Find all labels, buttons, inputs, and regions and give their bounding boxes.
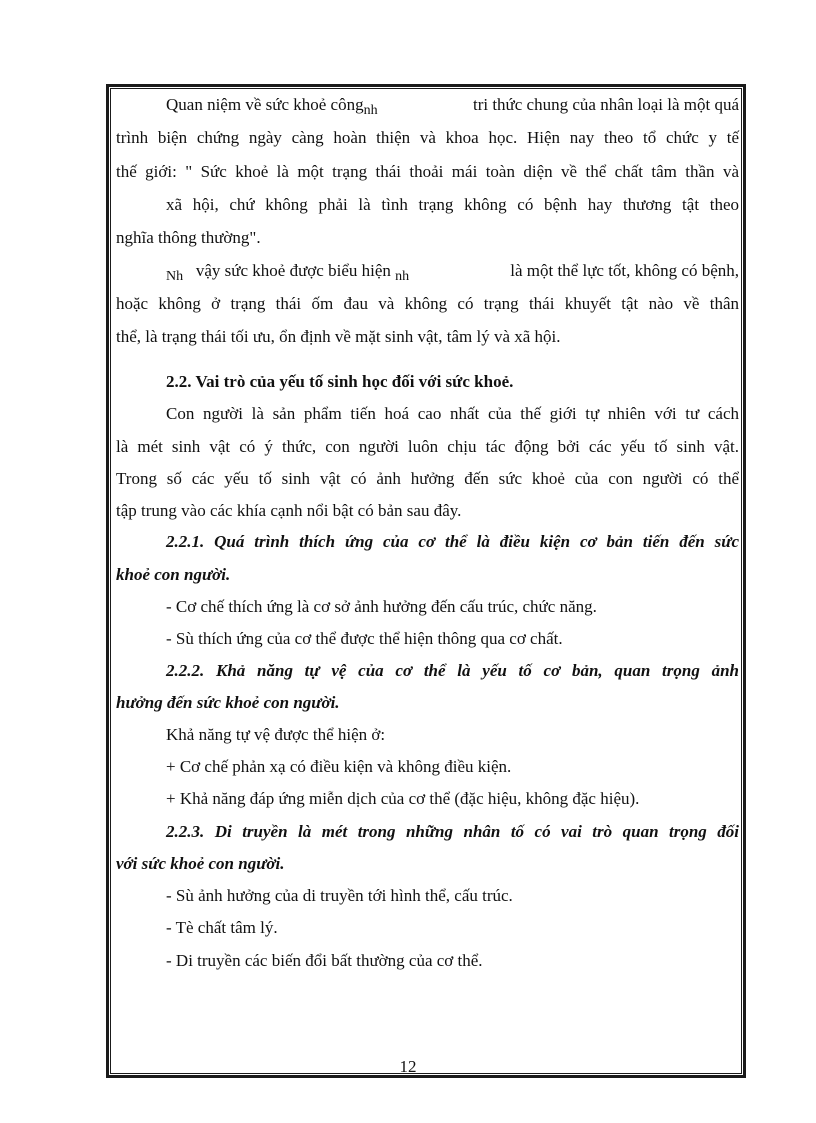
- section-heading-2-2: 2.2. Vai trò của yếu tố sinh học đối với sức khoẻ.: [166, 372, 514, 391]
- section-heading-2-2-3-line-1: 2.2.3. Di truyền là mét trong những nhân tố có vai trò quan trọng đối: [166, 822, 739, 841]
- section-2-2-line-3: Trong số các yếu tố sinh vật có ảnh hưởng đến sức khoẻ của con người có thể: [116, 469, 739, 488]
- list-item: - Tè chất tâm lý.: [166, 918, 278, 937]
- subscript-text: nh: [363, 103, 378, 118]
- text-segment: Quan niệm về sức khoẻ công: [166, 95, 364, 114]
- section-2-2-line-1: Con người là sản phẩm tiến hoá cao nhất của thế giới tự nhiên với tư cách: [166, 404, 739, 423]
- paragraph-1-line-2: trình biện chứng ngày càng hoàn thiện và khoa học. Hiện nay theo tổ chức y tế: [116, 128, 739, 147]
- section-heading-2-2-2-line-2: hưởng đến sức khoẻ con người.: [116, 693, 340, 712]
- paragraph-1-line-5: nghĩa thông thường".: [116, 228, 261, 247]
- list-item: + Khả năng đáp ứng miễn dịch của cơ thể (đặc hiệu, không đặc hiệu).: [166, 789, 640, 808]
- subscript-text: nh: [395, 269, 410, 284]
- section-heading-2-2-1-line-1: 2.2.1. Quá trình thích ứng của cơ thể là điều kiện cơ bản tiến đến sức: [166, 532, 739, 551]
- text-segment: tri thức chung của nhân loại là một quá: [472, 95, 739, 114]
- paragraph-2-line-3: thể, là trạng thái tối ưu, ổn định về mặt sinh vật, tâm lý và xã hội.: [116, 327, 561, 346]
- section-heading-2-2-3-line-2: với sức khoẻ con người.: [116, 854, 285, 873]
- paragraph-1-line-1: [166, 94, 739, 118]
- section-2-2-line-2: là mét sinh vật có ý thức, con người luôn chịu tác động bởi các yếu tố sinh vật.: [116, 437, 739, 456]
- list-item: - Cơ chế thích ứng là cơ sở ảnh hưởng đến cấu trúc, chức năng.: [166, 597, 597, 616]
- section-heading-2-2-2-line-1: 2.2.2. Khả năng tự vệ của cơ thể là yếu tố cơ bản, quan trọng ảnh: [166, 661, 739, 680]
- text-segment: là một thể lực tốt, không có bệnh,: [510, 261, 739, 280]
- section-2-2-line-4: tập trung vào các khía cạnh nổi bật có bản sau đây.: [116, 501, 462, 520]
- section-heading-2-2-1-line-2: khoẻ con người.: [116, 565, 231, 584]
- list-item: + Cơ chế phản xạ có điều kiện và không điều kiện.: [166, 757, 512, 776]
- list-item: - Di truyền các biến đổi bất thường của cơ thể.: [166, 951, 483, 970]
- paragraph-2-line-2: hoặc không ở trạng thái ốm đau và không có trạng thái khuyết tật nào về thân: [116, 294, 739, 313]
- paragraph-2-line-1: [166, 260, 739, 284]
- page-number: 12: [399, 1057, 417, 1076]
- list-item: - Sù thích ứng của cơ thể được thể hiện thông qua cơ chất.: [166, 629, 563, 648]
- paragraph-1-line-3: thế giới: " Sức khoẻ là một trạng thái thoải mái toàn diện về thể chất tâm thần và: [116, 162, 739, 181]
- subscript-text: Nh: [166, 269, 184, 284]
- list-item: - Sù ảnh hưởng của di truyền tới hình thể, cấu trúc.: [166, 886, 513, 905]
- text-segment: vậy sức khoẻ được biểu hiện: [195, 261, 391, 280]
- paragraph-1-line-4: xã hội, chứ không phải là tình trạng không có bệnh hay thương tật theo: [166, 195, 739, 214]
- section-2-2-2-intro: Khả năng tự vệ được thể hiện ở:: [166, 725, 386, 744]
